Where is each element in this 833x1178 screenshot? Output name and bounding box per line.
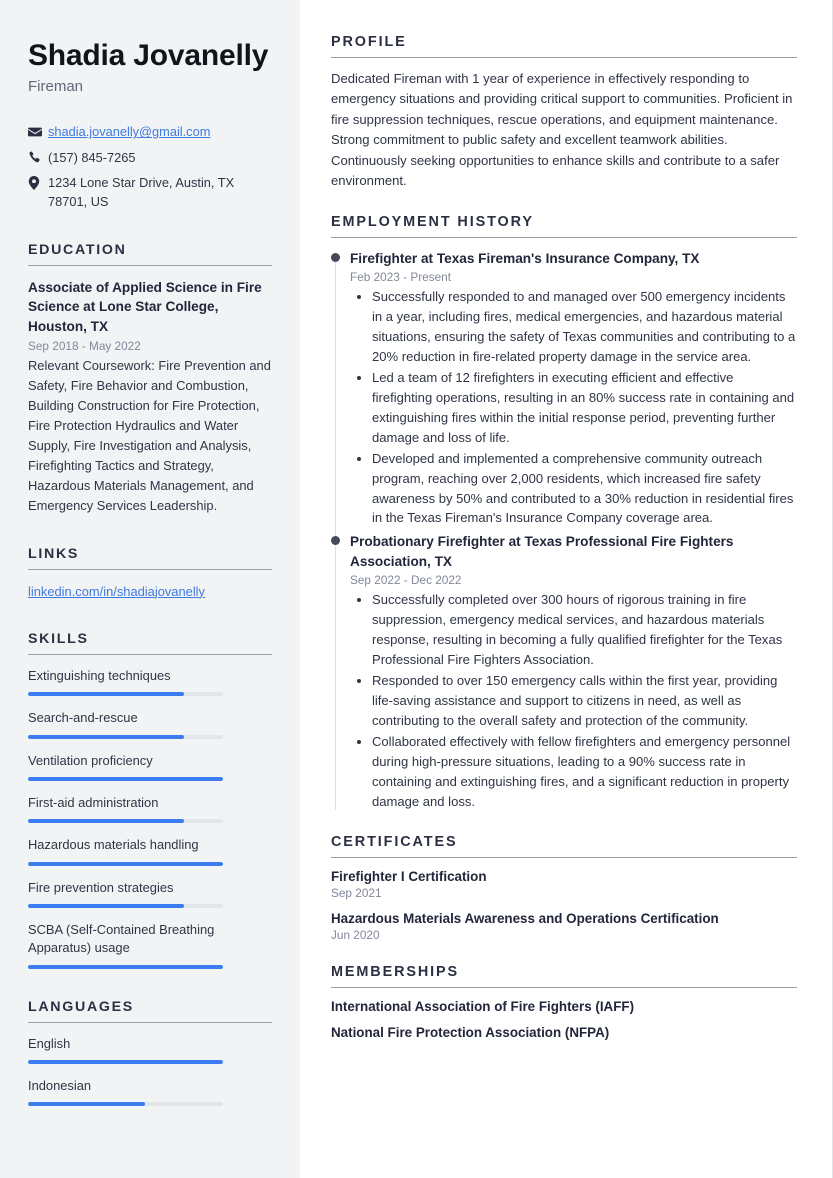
sidebar bbox=[0, 0, 300, 1178]
employment-date: Feb 2023 - Present bbox=[350, 269, 451, 284]
certificate-date: Sep 2021 bbox=[331, 885, 382, 900]
employment-title: Firefighter at Texas Fireman's Insurance Company, TX bbox=[350, 250, 700, 266]
languages-divider bbox=[28, 1022, 272, 1023]
employment-bullet: • Successfully responded to and managed over 500 emergency incidents in a year, including fires, medical emergencies, and hazardous material situations, ensuring the safety of Texas communities and contributing to a 20% reduction in fire-related property damage in the service area. bbox=[372, 287, 797, 367]
certificate-name: Hazardous Materials Awareness and Operations Certification bbox=[331, 910, 719, 926]
profile-text: Dedicated Fireman with 1 year of experience in effectively responding to emergency situations and providing critical support to communities. Proficient in fire suppression techniques, rescue operations, and equipment maintenance. Strong commitment to public safety and excellent teamwork abilities. Continuously seeking opportunities to enhance skills and contribute to a safer environment. bbox=[331, 71, 793, 189]
certificate-item bbox=[331, 911, 797, 942]
section-languages bbox=[28, 999, 272, 1107]
skill-level-track bbox=[28, 777, 223, 781]
certificate-date: Jun 2020 bbox=[331, 927, 380, 942]
skills-section-title: SKILLS bbox=[28, 631, 89, 648]
links-divider bbox=[28, 569, 272, 570]
skill-item bbox=[28, 921, 272, 969]
employment-section-title: EMPLOYMENT HISTORY bbox=[331, 213, 534, 230]
skill-label: Fire prevention strategies bbox=[28, 879, 174, 895]
candidate-name: Shadia Jovanelly bbox=[28, 39, 269, 72]
skill-item bbox=[28, 836, 272, 865]
language-level-fill bbox=[28, 1060, 223, 1064]
skill-level-fill bbox=[28, 862, 223, 866]
skill-level-track bbox=[28, 965, 223, 969]
skill-level-track bbox=[28, 735, 223, 739]
links-section-title: LINKS bbox=[28, 545, 80, 562]
link-item-linkedin[interactable]: linkedin.com/in/shadiajovanelly bbox=[28, 583, 205, 599]
section-employment-history bbox=[331, 214, 797, 812]
language-level-track bbox=[28, 1060, 223, 1064]
languages-section-title: LANGUAGES bbox=[28, 998, 134, 1015]
address-value: 1234 Lone Star Drive, Austin, TX 78701, US bbox=[48, 175, 235, 210]
skill-label: Ventilation proficiency bbox=[28, 752, 153, 768]
main-column bbox=[300, 0, 833, 1178]
skill-item bbox=[28, 709, 272, 738]
skill-label: Extinguishing techniques bbox=[28, 668, 171, 684]
skill-level-track bbox=[28, 692, 223, 696]
email-icon bbox=[28, 123, 48, 139]
membership-item: National Fire Protection Association (NFPA) bbox=[331, 1024, 610, 1040]
languages-list bbox=[28, 1035, 272, 1107]
skill-level-fill bbox=[28, 819, 184, 823]
skill-label: Hazardous materials handling bbox=[28, 837, 199, 853]
skills-divider bbox=[28, 654, 272, 655]
education-divider bbox=[28, 265, 272, 266]
skill-item bbox=[28, 667, 272, 696]
skill-level-fill bbox=[28, 965, 223, 969]
contact-list bbox=[28, 123, 272, 211]
location-icon bbox=[28, 174, 48, 190]
education-description: Relevant Coursework: Fire Prevention and Safety, Fire Behavior and Combustion, Building Construction for Fire Protection, Fire Protection Hydraulics and Water Supply, Fire Investigation and Analysis, Firefighting Tactics and Strategy, Hazardous Materials Management, and Emergency Services Leadership. bbox=[28, 357, 271, 513]
phone-value: (157) 845-7265 bbox=[48, 149, 136, 165]
skill-item bbox=[28, 879, 272, 908]
membership-item: International Association of Fire Fighters (IAFF) bbox=[331, 998, 635, 1014]
employment-divider bbox=[331, 237, 797, 238]
skill-level-fill bbox=[28, 692, 184, 696]
skill-label: SCBA (Self-Contained Breathing Apparatus) usage bbox=[28, 921, 215, 956]
contact-item-email[interactable] bbox=[28, 123, 272, 142]
skill-label: First-aid administration bbox=[28, 794, 159, 810]
memberships-section-title: MEMBERSHIPS bbox=[331, 963, 460, 980]
employment-date: Sep 2022 - Dec 2022 bbox=[350, 573, 462, 588]
employment-bullet-list bbox=[350, 590, 797, 811]
timeline-dot-icon bbox=[331, 536, 340, 545]
skill-level-track bbox=[28, 862, 223, 866]
certificates-divider bbox=[331, 857, 797, 858]
employment-bullet: • Led a team of 12 firefighters in executing efficient and effective firefighting operations, resulting in an 80% success rate in containing and extinguishing fires within the initial response period, preventing further damage and loss of life. bbox=[372, 368, 797, 448]
skill-level-fill bbox=[28, 777, 223, 781]
skill-item bbox=[28, 794, 272, 823]
section-education bbox=[28, 242, 272, 516]
section-certificates bbox=[331, 834, 797, 942]
language-label: Indonesian bbox=[28, 1077, 92, 1093]
memberships-list bbox=[331, 999, 797, 1040]
education-date: Sep 2018 - May 2022 bbox=[28, 338, 141, 353]
employment-bullet-list bbox=[350, 287, 797, 528]
language-item bbox=[28, 1077, 272, 1106]
timeline-dot-icon bbox=[331, 253, 340, 262]
education-section-title: EDUCATION bbox=[28, 241, 127, 258]
skill-level-fill bbox=[28, 904, 184, 908]
phone-icon bbox=[28, 149, 48, 164]
certificates-section-title: CERTIFICATES bbox=[331, 833, 458, 850]
employment-entry bbox=[350, 532, 797, 811]
skill-label: Search-and-rescue bbox=[28, 710, 138, 726]
employment-bullet: • Developed and implemented a comprehensive community outreach program, reaching over 2,000 residents, which increased fire safety awareness by 50% and contributed to a 30% reduction in residential fires in the Texas Fireman's Insurance Company coverage area. bbox=[372, 449, 797, 529]
section-profile bbox=[331, 34, 797, 192]
contact-item-phone bbox=[28, 149, 272, 168]
employment-bullet: • Successfully completed over 300 hours of rigorous training in fire suppression, emergency medical services, and hazardous materials response, resulting in becoming a fully qualified firefighter for the Texas Professional Fire Fighters Association. bbox=[372, 590, 797, 670]
employment-bullet: • Responded to over 150 emergency calls within the first year, providing life-saving assistance and support to citizens in need, as well as contributing to the overall safety and protection of the community. bbox=[372, 671, 797, 731]
skills-list bbox=[28, 667, 272, 969]
skill-level-track bbox=[28, 819, 223, 823]
certificate-name: Firefighter I Certification bbox=[331, 868, 487, 884]
employment-bullet: • Collaborated effectively with fellow firefighters and emergency personnel during high-pressure situations, leading to a 90% success rate in containing and extinguishing fires, and a significant reduction in property damage and loss. bbox=[372, 732, 797, 812]
email-value[interactable]: shadia.jovanelly@gmail.com bbox=[48, 124, 211, 140]
employment-title: Probationary Firefighter at Texas Professional Fire Fighters Association, TX bbox=[350, 534, 734, 569]
language-label: English bbox=[28, 1035, 71, 1051]
skill-level-fill bbox=[28, 735, 184, 739]
language-level-fill bbox=[28, 1102, 145, 1106]
employment-timeline bbox=[331, 249, 797, 812]
profile-divider bbox=[331, 57, 797, 58]
language-item bbox=[28, 1035, 272, 1064]
education-degree: Associate of Applied Science in Fire Science at Lone Star College, Houston, TX bbox=[28, 279, 262, 334]
certificates-list bbox=[331, 869, 797, 942]
section-skills bbox=[28, 631, 272, 969]
skill-level-track bbox=[28, 904, 223, 908]
certificate-item bbox=[331, 869, 797, 900]
skill-item bbox=[28, 752, 272, 781]
candidate-job-title: Fireman bbox=[28, 78, 84, 96]
contact-item-address bbox=[28, 174, 272, 211]
language-level-track bbox=[28, 1102, 223, 1106]
employment-entry bbox=[350, 249, 797, 529]
memberships-divider bbox=[331, 987, 797, 988]
profile-section-title: PROFILE bbox=[331, 34, 407, 50]
section-memberships bbox=[331, 964, 797, 1040]
section-links bbox=[28, 546, 272, 601]
